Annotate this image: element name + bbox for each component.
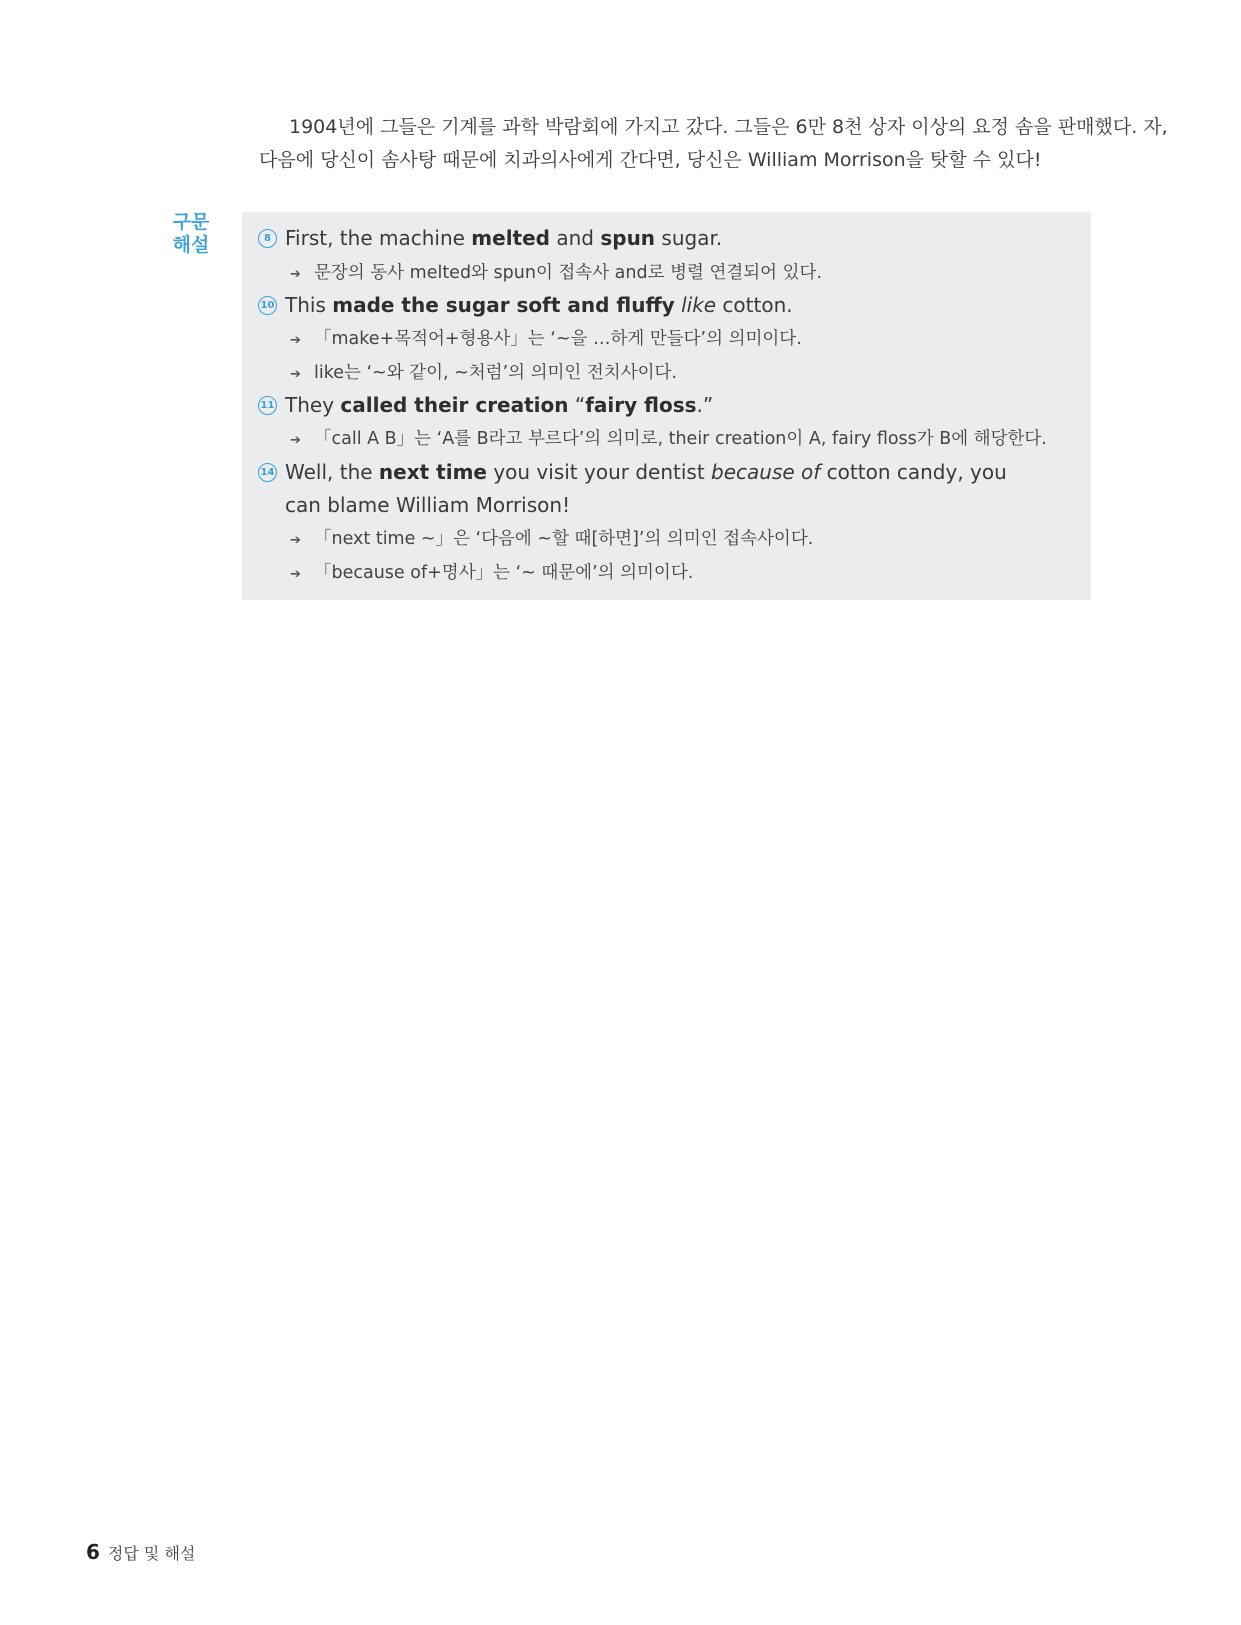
arrow-icon: ➔ <box>290 333 301 348</box>
arrow-icon: ➔ <box>290 267 301 282</box>
translation-line-2: 다음에 당신이 솜사탕 때문에 치과의사에게 간다면, 당신은 William Morrison을 탓할 수 있다! <box>259 149 1042 171</box>
item-number-badge: 11 <box>258 396 277 415</box>
example-sentence <box>285 456 1038 522</box>
sentence-segment: sugar. <box>655 226 723 250</box>
sentence-segment: like <box>681 293 717 317</box>
sentence-segment: cotton. <box>716 293 793 317</box>
sentence-segment: and <box>550 226 601 250</box>
explanation-item-14 <box>258 456 1038 522</box>
sentence-segment: cotton candy, you can blame William Morrison! <box>285 460 1007 517</box>
explanation-note: ➔ 「next time ~」은 ‘다음에 ~할 때[하면]’의 의미인 접속사이다. <box>290 527 1070 553</box>
sentence-segment: First, the machine <box>285 226 472 250</box>
explanation-item-8 <box>258 222 1078 255</box>
page-number: 6 <box>86 1540 100 1564</box>
arrow-icon: ➔ <box>290 367 301 382</box>
explanation-note: ➔ 「because of+명사」는 ‘~ 때문에’의 의미이다. <box>290 561 1070 587</box>
footer-label: 정답 및 해설 <box>107 1544 196 1563</box>
arrow-icon: ➔ <box>290 533 301 548</box>
sentence-segment: called their creation <box>340 393 569 417</box>
sentence-segment: They <box>285 393 341 417</box>
explanation-note: ➔ like는 ‘~와 같이, ~처럼’의 의미인 전치사이다. <box>290 361 1070 387</box>
section-label-line-1: 구문 <box>172 211 210 233</box>
section-label-line-2: 해설 <box>172 234 210 256</box>
example-sentence <box>285 289 1078 322</box>
explanation-item-11 <box>258 389 1078 422</box>
syntax-explanation-box <box>242 212 1091 600</box>
section-label-syntax-explanation <box>169 211 213 257</box>
explanation-note: ➔ 문장의 동사 melted와 spun이 접속사 and로 병렬 연결되어 있다. <box>290 261 1070 287</box>
sentence-segment: made the sugar soft and fluffy <box>332 293 675 317</box>
item-number-badge: 10 <box>258 296 277 315</box>
sentence-segment: “ <box>568 393 586 417</box>
translation-paragraph <box>259 111 1168 177</box>
sentence-segment: you visit your dentist <box>486 460 712 484</box>
explanation-note: ➔ 「make+목적어+형용사」는 ‘~을 …하게 만들다’의 의미이다. <box>290 327 1070 353</box>
example-sentence <box>285 389 1078 422</box>
sentence-segment: because of <box>711 460 821 484</box>
arrow-icon: ➔ <box>290 433 301 448</box>
example-sentence <box>285 222 1078 255</box>
sentence-segment: .” <box>696 393 714 417</box>
explanation-item-10 <box>258 289 1078 322</box>
translation-line-1: 1904년에 그들은 기계를 과학 박람회에 가지고 갔다. 그들은 6만 8천 상자 이상의 요정 솜을 판매했다. 자, <box>289 116 1168 138</box>
sentence-segment: This <box>285 293 333 317</box>
explanation-note: ➔ 「call A B」는 ‘A를 B라고 부르다’의 의미로, their creation이 A, fairy floss가 B에 해당한다. <box>290 427 1070 453</box>
sentence-segment: fairy floss <box>585 393 697 417</box>
sentence-segment: melted <box>471 226 550 250</box>
item-number-badge: 14 <box>258 463 277 482</box>
page-footer <box>86 1540 195 1564</box>
arrow-icon: ➔ <box>290 567 301 582</box>
sentence-segment: spun <box>600 226 656 250</box>
sentence-segment: Well, the <box>285 460 379 484</box>
item-number-badge: 8 <box>258 229 277 248</box>
sentence-segment: next time <box>378 460 487 484</box>
